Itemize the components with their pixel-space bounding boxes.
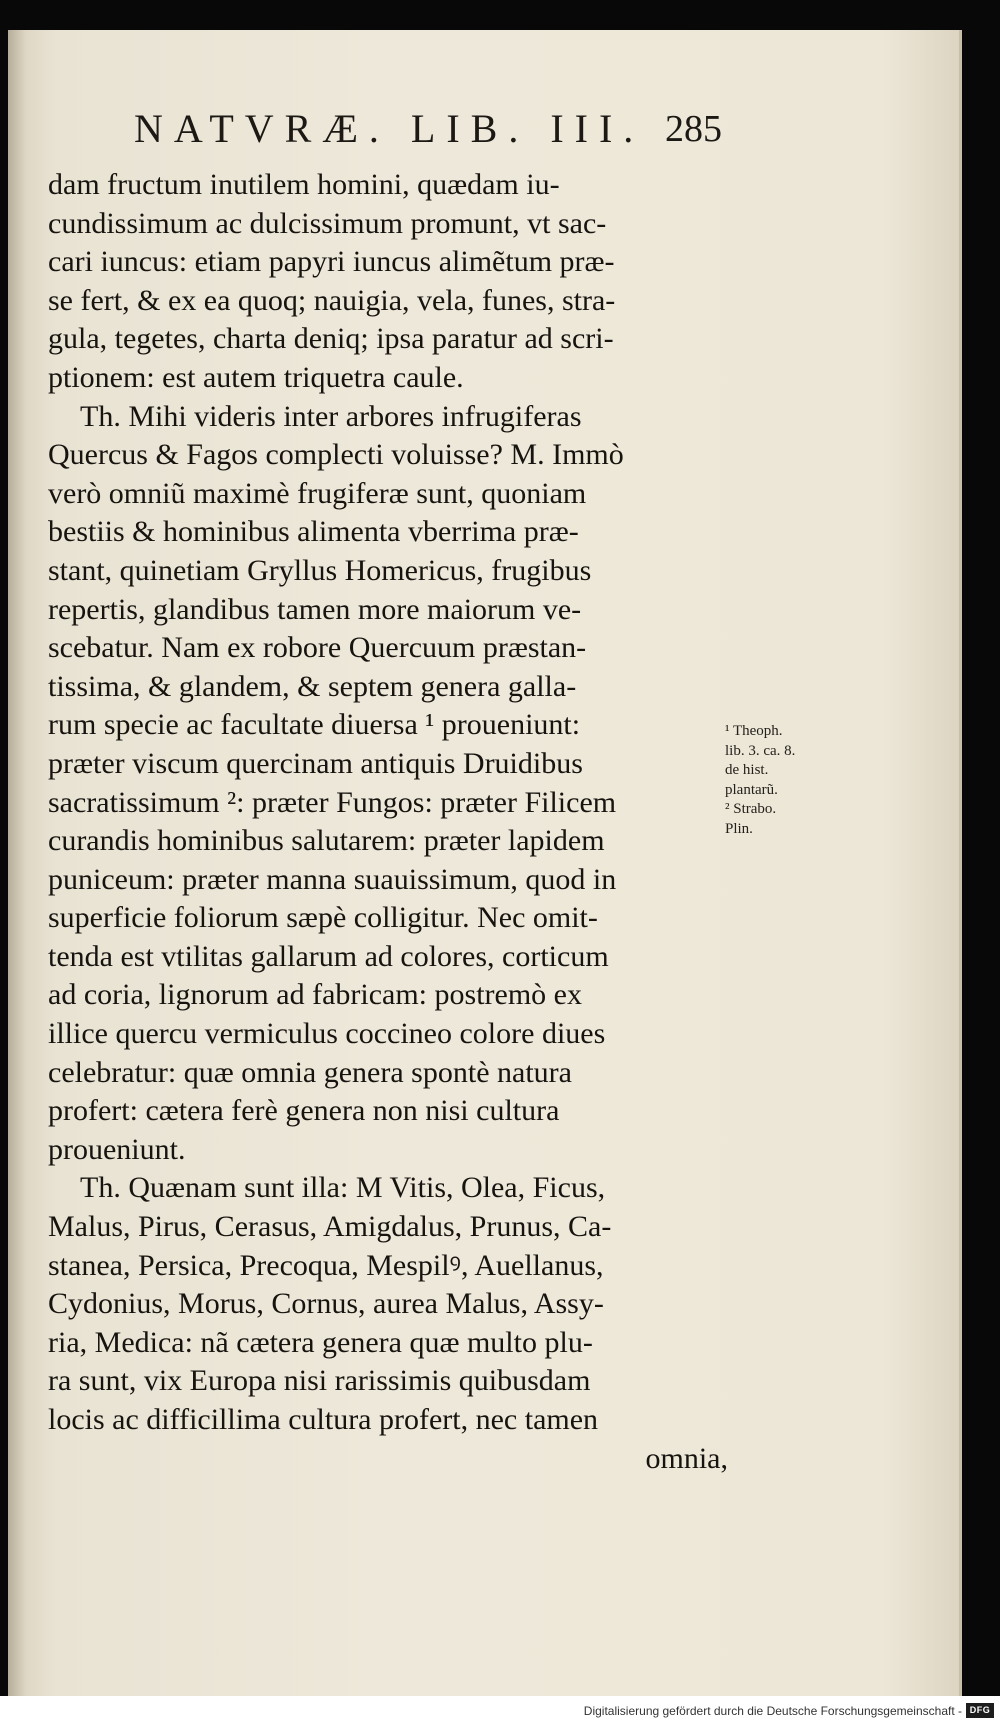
text-line: profert: cætera ferè genera non nisi cultura bbox=[48, 1094, 560, 1128]
book-page bbox=[8, 30, 962, 1696]
text-line: dam fructum inutilem homini, quædam iu- bbox=[48, 168, 560, 201]
paragraph-start-line: Th. Mihi videris inter arbores infrugiferas bbox=[80, 399, 582, 433]
text-line: stanea, Persica, Precoqua, Mespilꝰ, Auellanus, bbox=[48, 1248, 604, 1282]
text-line: scebatur. Nam ex robore Quercuum præstan- bbox=[48, 631, 587, 665]
text-line: rum specie ac facultate diuersa ¹ proueniunt: bbox=[48, 708, 581, 742]
text-line: stant, quinetiam Gryllus Homericus, frugibus bbox=[48, 553, 592, 587]
marginal-note-line: lib. 3. ca. 8. bbox=[725, 742, 796, 759]
text-line: tissima, & glandem, & septem genera galla- bbox=[48, 669, 577, 703]
dfg-logo-icon: DFG bbox=[966, 1703, 994, 1718]
text-line: se fert, & ex ea quoq; nauigia, vela, funes, stra- bbox=[48, 283, 616, 317]
text-line: Malus, Pirus, Cerasus, Amigdalus, Prunus, Ca- bbox=[48, 1210, 612, 1244]
text-line: ra sunt, vix Europa nisi rarissimis quibusdam bbox=[48, 1364, 591, 1398]
marginal-note-line: de hist. bbox=[725, 762, 769, 778]
text-line: celebratur: quæ omnia genera spontè natura bbox=[48, 1055, 572, 1089]
text-line: locis ac difficillima cultura profert, nec tamen bbox=[48, 1403, 599, 1436]
text-line: verò omniũ maximè frugiferæ sunt, quoniam bbox=[48, 476, 587, 510]
funding-credit: Digitalisierung gefördert durch die Deutsche Forschungsgemeinschaft - bbox=[583, 1704, 962, 1718]
text-line: superficie foliorum sæpè colligitur. Nec omit- bbox=[48, 901, 598, 935]
page-edge-shadow bbox=[8, 30, 26, 1696]
text-line: puniceum: præter manna suauissimum, quod in bbox=[48, 862, 617, 896]
text-line: tenda est vtilitas gallarum ad colores, corticum bbox=[48, 939, 609, 973]
digitization-footer bbox=[0, 1696, 1000, 1728]
text-line: ria, Medica: nã cætera genera quæ multo plu- bbox=[48, 1325, 593, 1359]
catchword: omnia, bbox=[645, 1441, 728, 1475]
text-line: præter viscum quercinam antiquis Druidibus bbox=[48, 746, 583, 780]
text-line: Quercus & Fagos complecti voluisse? M. Immò bbox=[48, 438, 624, 472]
text-line: ptionem: est autem triquetra caule. bbox=[48, 360, 464, 394]
text-line: curandis hominibus salutarem: præter lapidem bbox=[48, 824, 605, 858]
marginal-note-line: plantarũ. bbox=[725, 781, 778, 798]
text-line: illice quercu vermiculus coccineo colore diues bbox=[48, 1017, 606, 1051]
page-header bbox=[134, 100, 722, 158]
text-line: bestiis & hominibus alimenta vberrima præ- bbox=[48, 515, 579, 549]
marginal-note-line: ² Strabo. bbox=[725, 801, 777, 817]
running-title: NATVRÆ. LIB. III. bbox=[134, 106, 645, 151]
text-line: proueniunt. bbox=[48, 1132, 186, 1166]
text-line: gula, tegetes, charta deniq; ipsa paratur ad scri- bbox=[48, 322, 614, 356]
text-line: ad coria, lignorum ad fabricam: postremò ex bbox=[48, 978, 582, 1012]
marginal-note-line: Plin. bbox=[725, 820, 753, 837]
text-line: Cydonius, Morus, Cornus, aurea Malus, Assy- bbox=[48, 1287, 604, 1321]
main-text-block bbox=[48, 166, 728, 1478]
page-number: 285 bbox=[665, 108, 722, 150]
text-line: cari iuncus: etiam papyri iuncus alimẽtum præ- bbox=[48, 245, 615, 279]
marginal-notes bbox=[725, 722, 827, 839]
paragraph-start-line: Th. Quænam sunt illa: M Vitis, Olea, Ficus, bbox=[80, 1171, 606, 1205]
text-line: sacratissimum ²: præter Fungos: præter Filicem bbox=[48, 785, 617, 819]
text-line: repertis, glandibus tamen more maiorum ve- bbox=[48, 592, 582, 626]
marginal-note-line: ¹ Theoph. bbox=[725, 723, 783, 739]
text-line: cundissimum ac dulcissimum promunt, vt sac- bbox=[48, 206, 607, 240]
